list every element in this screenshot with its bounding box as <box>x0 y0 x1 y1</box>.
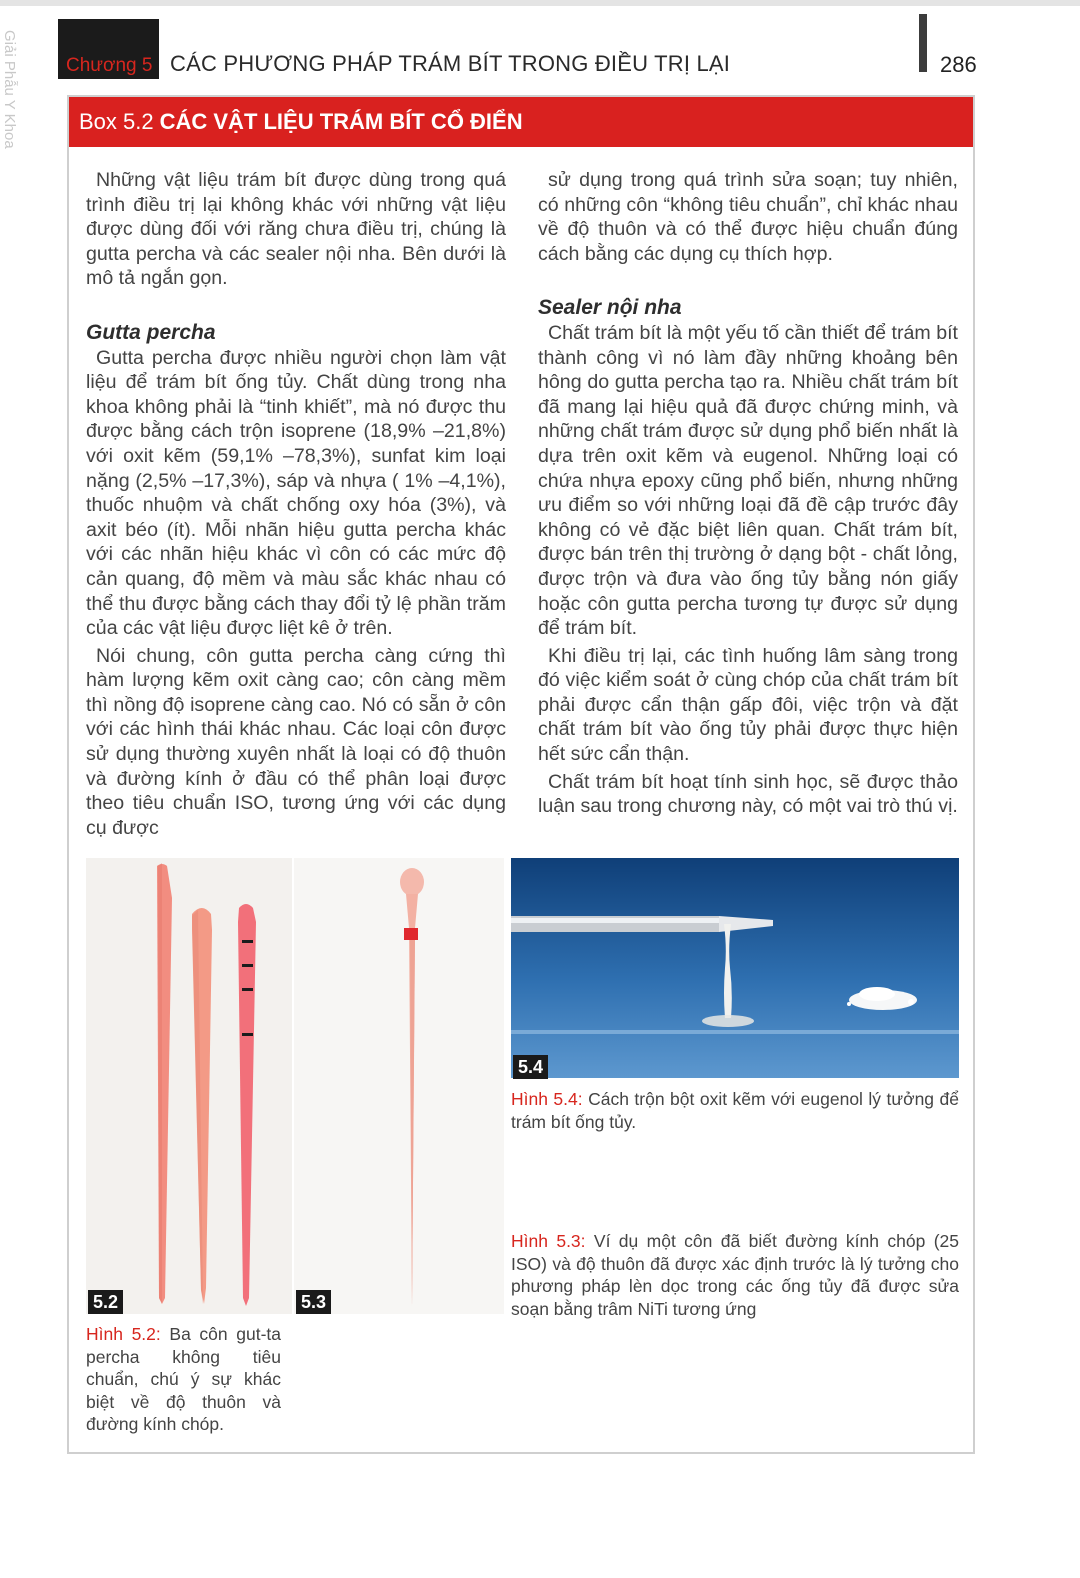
gutta-paragraph-2: Nói chung, côn gutta percha càng cứng thì hàm lượng kẽm oxit càng cao; côn càng mềm thì nồng độ isoprene càng cao. Nó có sẵn ở côn với các hình thái khác nhau. Các loại côn được sử dụng thường xuyên nhất là loại có độ thuôn và đường kính ở đầu có thể phân loại được theo tiêu chuẩn ISO, tương ứng với các dụng cụ được <box>86 644 506 839</box>
caption-5-3 <box>511 1230 959 1320</box>
sealer-paragraph-1: Chất trám bít là một yếu tố cần thiết để trám bít thành công vì nó làm đầy những khoảng bên hông do gutta percha tạo ra. Nhiều chất trám bít đã mang lại hiệu quả đã được chứng minh, và những chất trám được sử dụng phổ biến nhất là dựa trên oxit kẽm và eugenol. Những loại có chứa nhựa epoxy cũng phổ biến, nhưng những ưu điểm so với những loại đã đề cập trước đây không có vẻ đặc biệt liên quan. Chất trám bít, được bán trên thị trường ở dạng bột - chất lỏng, được trộn và đưa vào ống tủy bằng nón giấy hoặc côn gutta percha tương tự được sử dụng để trám bít. <box>538 321 958 640</box>
box-title <box>79 109 523 135</box>
caption-5-4-label: Hình 5.4: <box>511 1089 583 1109</box>
chapter-title: CÁC PHƯƠNG PHÁP TRÁM BÍT TRONG ĐIỀU TRỊ LẠI <box>170 51 731 76</box>
figure-5-3-image <box>294 858 504 1314</box>
caption-5-3-text: Ví dụ một côn đã biết đường kính chóp (25 ISO) và độ thuôn đã được xác định trước là lý tưởng cho phương pháp lèn dọc trong các ống tủy đã được sửa soạn bằng trâm NiTi tương ứng <box>511 1231 959 1319</box>
page-number: 286 <box>940 52 977 77</box>
right-column <box>538 168 958 819</box>
heading-gutta-percha: Gutta percha <box>86 320 216 344</box>
side-watermark: Giải Phẫu Y Khoa <box>1 30 18 149</box>
caption-5-4 <box>511 1088 959 1133</box>
caption-5-2 <box>86 1323 281 1436</box>
left-column <box>86 168 506 840</box>
header-divider <box>919 14 927 72</box>
sealer-paragraph-3: Chất trám bít hoạt tính sinh học, sẽ được thảo luận sau trong chương này, có một vai trò thú vị. <box>538 770 958 818</box>
box-number: Box 5.2 <box>79 109 154 134</box>
figure-5-4-tag-wrap <box>513 1055 548 1079</box>
gutta-paragraph-1: Gutta percha được nhiều người chọn làm vật liệu để trám bít ống tủy. Chất dùng trong nha khoa không phải là “tinh khiết”, mà nó được thu được bằng cách trộn isoprene (18,9% –21,8%) với oxit kẽm (59,1% –78,3%), sunfat kim loại nặng (2,5% –17,3%), sáp và nhựa ( 1% –4,1%), thuốc nhuộm và chất chống oxy hóa (3%), và axit béo (ít). Mỗi nhãn hiệu gutta percha khác với các nhãn hiệu khác vì côn có các mức độ cản quang, độ mềm và màu sắc khác nhau có thể thu được bằng cách thay đổi tỷ lệ phần trăm của các vật liệu được liệt kê ở trên. <box>86 346 506 640</box>
continuation-paragraph: sử dụng trong quá trình sửa soạn; tuy nhiên, có những côn “không tiêu chuẩn”, chỉ khác nhau về độ thuôn và có thể được hiệu chuẩn đúng cách bằng các dụng cụ thích hợp. <box>538 169 958 265</box>
caption-5-2-label: Hình 5.2: <box>86 1324 161 1344</box>
chapter-label: Chương 5 <box>66 55 153 76</box>
heading-sealer: Sealer nội nha <box>538 296 682 320</box>
caption-5-3-label: Hình 5.3: <box>511 1231 586 1251</box>
figure-5-2-tag: 5.2 <box>88 1290 123 1314</box>
box-title-text: CÁC VẬT LIỆU TRÁM BÍT CỔ ĐIỂN <box>159 109 523 134</box>
figure-5-3-tag: 5.3 <box>296 1290 331 1314</box>
intro-paragraph: Những vật liệu trám bít được dùng trong quá trình điều trị lại không khác với những vật liệu được dùng đối với răng chưa điều trị, chúng là gutta percha và các sealer nội nha. Bên dưới là mô tả ngắn gọn. <box>86 169 506 290</box>
figure-5-4-tag: 5.4 <box>513 1055 548 1079</box>
figure-5-4-image <box>511 858 959 1078</box>
caption-5-2-text: Ba côn gut-ta percha không tiêu chuẩn, chú ý sự khác biệt về độ thuôn và đường kính chóp. <box>86 1324 281 1434</box>
figure-5-3-tag-wrap <box>296 1290 331 1314</box>
caption-5-4-text: Cách trộn bột oxit kẽm với eugenol lý tưởng để trám bít ống tủy. <box>511 1089 959 1132</box>
top-bar <box>0 0 1080 6</box>
figure-5-2-tag-wrap <box>88 1290 123 1314</box>
figure-5-2-image <box>86 858 292 1314</box>
box-header <box>69 97 973 147</box>
sealer-paragraph-2: Khi điều trị lại, các tình huống lâm sàng trong đó việc kiểm soát ở cùng chóp của chất trám bít phải được cẩn thận gấp đôi, việc trộn và đặt chất trám bít vào ống tủy phải được thực hiện hết sức cẩn thận. <box>538 644 958 766</box>
